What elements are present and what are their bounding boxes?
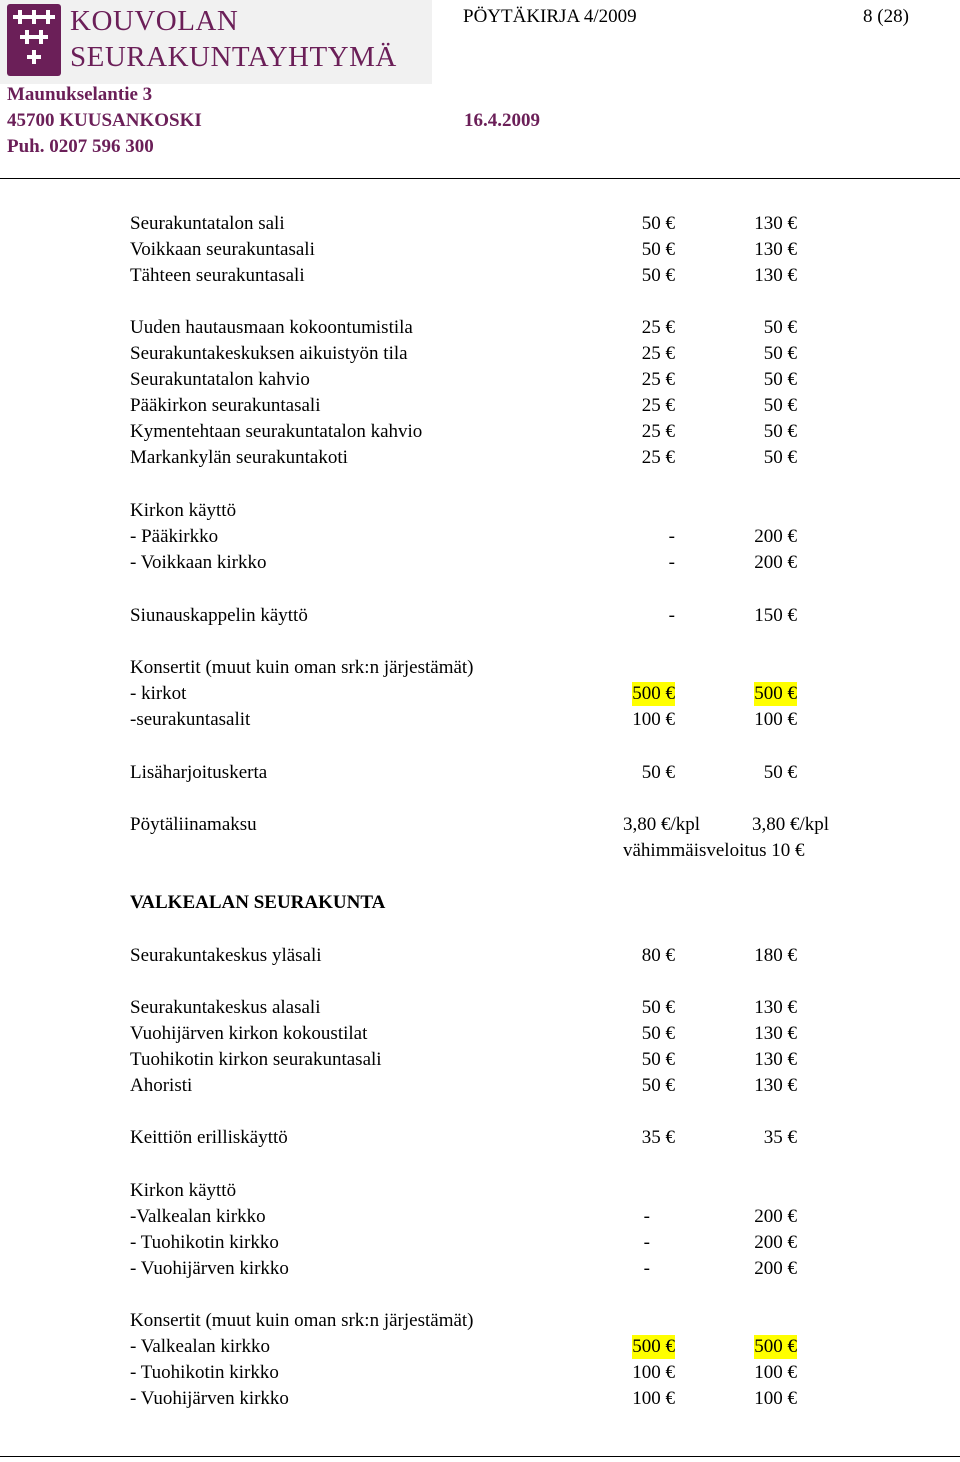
row-value-2: 130 €: [754, 213, 797, 234]
section-title: VALKEALAN SEURAKUNTA: [130, 892, 386, 913]
section-heading: [0, 1179, 960, 1203]
row-value-1: -: [643, 1206, 650, 1227]
row-value-1: 3,80 €/kpl: [623, 814, 701, 835]
row-label: - Tuohikotin kirkko: [130, 1362, 279, 1383]
row-value-1: 100 €: [632, 709, 675, 730]
row-label: Kirkon käyttö: [130, 1180, 237, 1201]
row-label: Konsertit (muut kuin oman srk:n järjestämät): [130, 657, 474, 678]
row-label: Siunauskappelin käyttö: [130, 605, 308, 626]
table-row: [0, 446, 960, 470]
row-value-2: 200 €: [754, 526, 797, 547]
row-value-2: 130 €: [754, 1023, 797, 1044]
address-street: Maunukselantie 3: [7, 84, 153, 105]
table-row: [0, 682, 960, 706]
row-value-1: 50 €: [641, 762, 675, 783]
cross-logo-icon: [7, 4, 61, 76]
row-value-2: 130 €: [754, 1049, 797, 1070]
row-value-2: 3,80 €/kpl: [752, 814, 830, 835]
table-row: [0, 342, 960, 366]
table-row: [0, 761, 960, 785]
row-value-2: 150 €: [754, 605, 797, 626]
phone-number: Puh. 0207 596 300: [7, 136, 154, 157]
row-value-2: 100 €: [754, 1388, 797, 1409]
table-row: [0, 604, 960, 628]
table-row: [0, 551, 960, 575]
row-label: - Valkealan kirkko: [130, 1336, 270, 1357]
row-value-2: 200 €: [754, 1258, 797, 1279]
table-row: [0, 525, 960, 549]
footer-divider: [0, 1456, 960, 1457]
row-value-2: 130 €: [754, 1075, 797, 1096]
row-value-2: 50 €: [763, 447, 797, 468]
row-value-1: 25 €: [641, 343, 675, 364]
table-row: [0, 708, 960, 732]
row-label: Seurakuntatalon kahvio: [130, 369, 310, 390]
row-value-2: 130 €: [754, 997, 797, 1018]
row-value-2: 500 €: [754, 683, 797, 704]
table-row: [0, 1022, 960, 1046]
row-value-2: 50 €: [763, 395, 797, 416]
row-value-1: 50 €: [641, 997, 675, 1018]
table-row: [0, 1074, 960, 1098]
row-label: Seurakuntakeskuksen aikuistyön tila: [130, 343, 408, 364]
table-row: [0, 212, 960, 236]
row-value-1: 25 €: [641, 395, 675, 416]
row-value-1: 25 €: [641, 447, 675, 468]
row-value-1: -: [643, 1232, 650, 1253]
row-label: Vuohijärven kirkon kokoustilat: [130, 1023, 368, 1044]
row-label: - kirkot: [130, 683, 187, 704]
row-label: Pöytäliinamaksu: [130, 814, 257, 835]
row-label: Kirkon käyttö: [130, 500, 237, 521]
table-row: [0, 394, 960, 418]
row-value-1: 35 €: [641, 1127, 675, 1148]
table-row: [0, 1231, 960, 1255]
section-heading: [0, 891, 960, 915]
org-name-line2: SEURAKUNTAYHTYMÄ: [70, 41, 397, 73]
table-row: [0, 264, 960, 288]
row-label: - Pääkirkko: [130, 526, 219, 547]
row-value-1: 500 €: [632, 683, 675, 704]
logo: [0, 0, 432, 84]
address-city: 45700 KUUSANKOSKI: [7, 110, 202, 131]
document-date: 16.4.2009: [464, 110, 540, 131]
row-label: Pääkirkon seurakuntasali: [130, 395, 321, 416]
row-value-1: 50 €: [641, 1023, 675, 1044]
row-value-2: 50 €: [763, 369, 797, 390]
row-label: - Tuohikotin kirkko: [130, 1232, 279, 1253]
table-row: [0, 1126, 960, 1150]
table-row: [0, 1257, 960, 1281]
header-divider: [0, 178, 960, 179]
row-label: Kymentehtaan seurakuntatalon kahvio: [130, 421, 423, 442]
row-label: Voikkaan seurakuntasali: [130, 239, 315, 260]
row-value-1: -: [668, 552, 675, 573]
table-row: [0, 368, 960, 392]
row-label: Konsertit (muut kuin oman srk:n järjestämät): [130, 1310, 474, 1331]
table-row: [0, 316, 960, 340]
row-label: -seurakuntasalit: [130, 709, 251, 730]
row-value-2: 50 €: [763, 343, 797, 364]
table-row: [0, 1048, 960, 1072]
row-value-2: 130 €: [754, 239, 797, 260]
minimum-charge-note: vähimmäisveloitus 10 €: [623, 840, 805, 861]
row-value-1: -: [643, 1258, 650, 1279]
table-row: [0, 839, 960, 863]
row-value-2: 200 €: [754, 1232, 797, 1253]
row-label: Lisäharjoituskerta: [130, 762, 268, 783]
section-heading: [0, 499, 960, 523]
table-row: [0, 238, 960, 262]
table-row: [0, 1205, 960, 1229]
row-value-1: 25 €: [641, 421, 675, 442]
table-row: [0, 1387, 960, 1411]
table-row: [0, 944, 960, 968]
org-name-line1: KOUVOLAN: [70, 5, 239, 37]
row-value-1: 50 €: [641, 1075, 675, 1096]
table-row: [0, 1335, 960, 1359]
row-value-1: 50 €: [641, 213, 675, 234]
table-row: [0, 813, 960, 837]
row-value-1: 500 €: [632, 1336, 675, 1357]
row-value-2: 100 €: [754, 709, 797, 730]
row-label: Markankylän seurakuntakoti: [130, 447, 348, 468]
row-label: - Vuohijärven kirkko: [130, 1258, 289, 1279]
row-label: Tähteen seurakuntasali: [130, 265, 305, 286]
row-label: Seurakuntakeskus yläsali: [130, 945, 322, 966]
row-label: Ahoristi: [130, 1075, 193, 1096]
row-value-1: 80 €: [641, 945, 675, 966]
row-value-2: 500 €: [754, 1336, 797, 1357]
row-label: -Valkealan kirkko: [130, 1206, 266, 1227]
row-value-2: 50 €: [763, 762, 797, 783]
row-label: - Voikkaan kirkko: [130, 552, 267, 573]
row-label: Seurakuntatalon sali: [130, 213, 285, 234]
page-number: 8 (28): [863, 6, 909, 27]
row-label: Uuden hautausmaan kokoontumistila: [130, 317, 413, 338]
row-value-2: 200 €: [754, 552, 797, 573]
row-value-1: 100 €: [632, 1362, 675, 1383]
row-value-1: 50 €: [641, 239, 675, 260]
row-value-1: 25 €: [641, 317, 675, 338]
row-value-2: 50 €: [763, 421, 797, 442]
table-row: [0, 996, 960, 1020]
row-value-2: 100 €: [754, 1362, 797, 1383]
document-title: PÖYTÄKIRJA 4/2009: [463, 6, 637, 27]
row-label: Tuohikotin kirkon seurakuntasali: [130, 1049, 382, 1070]
row-value-1: 50 €: [641, 1049, 675, 1070]
table-row: [0, 420, 960, 444]
row-value-2: 35 €: [763, 1127, 797, 1148]
section-heading: [0, 656, 960, 680]
row-label: Seurakuntakeskus alasali: [130, 997, 321, 1018]
row-value-1: 100 €: [632, 1388, 675, 1409]
row-value-1: -: [668, 605, 675, 626]
row-value-1: 25 €: [641, 369, 675, 390]
row-value-1: 50 €: [641, 265, 675, 286]
table-row: [0, 1361, 960, 1385]
row-label: - Vuohijärven kirkko: [130, 1388, 289, 1409]
row-value-2: 200 €: [754, 1206, 797, 1227]
row-value-2: 130 €: [754, 265, 797, 286]
row-value-2: 50 €: [763, 317, 797, 338]
row-value-1: -: [668, 526, 675, 547]
row-label: Keittiön erilliskäyttö: [130, 1127, 288, 1148]
row-value-2: 180 €: [754, 945, 797, 966]
section-heading: [0, 1309, 960, 1333]
